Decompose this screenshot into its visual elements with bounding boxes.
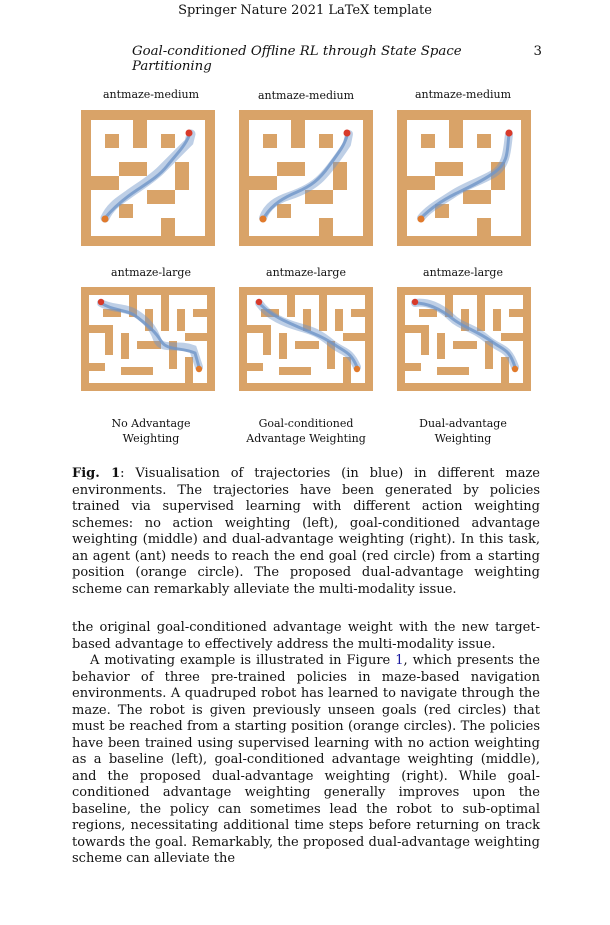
body-text bbox=[72, 620, 540, 868]
start-marker bbox=[418, 216, 425, 223]
paragraph: the original goal-conditioned advantage weight with the new target-based advantage to effectively address the multi-modality issue. bbox=[72, 620, 540, 652]
caption-text: : Visualisation of trajectories (in blue) in different maze environments. The trajectories have been generated by policies trained via supervised learning with different action weighting schemes: no action weighting (left), goal-conditioned advantage weighting (middle) and dual-advantage weighting (right). In this task, an agent (ant) needs to reach the end goal (red circle) from a starting position (orange circle). The proposed dual-advantage weighting scheme can remarkably alleviate the multi-modality issue. bbox=[72, 466, 540, 597]
maze-medium-dual-advantage bbox=[397, 110, 531, 246]
label-line: Goal-conditioned bbox=[258, 417, 354, 430]
paragraph bbox=[72, 653, 540, 868]
label-line: Weighting bbox=[434, 432, 492, 445]
caption-label: Fig. 1 bbox=[72, 466, 121, 481]
goal-marker bbox=[412, 299, 418, 305]
column-label-dual-advantage bbox=[388, 416, 538, 446]
panel-title: antmaze-medium bbox=[102, 88, 200, 101]
goal-marker bbox=[344, 130, 351, 137]
maze-large-goal-conditioned bbox=[239, 287, 373, 391]
panel-title: antmaze-large bbox=[266, 266, 346, 279]
paragraph-text: , which presents the behavior of three pre-trained policies in maze-based navigation environments. A quadruped robot has learned to navigate through the maze. The robot is given previously unseen goals (red circles) that must be reached from a starting position (orange circles). The policies have been trained using supervised learning with no action weighting as a baseline (left), goal-conditioned advantage weighting (middle), and the proposed dual-advantage weighting (right). While goal-conditioned advantage weighting generally improves upon the baseline, the policy can sometimes lead the robot to sub-optimal regions, necessitating additional time steps before returning on track towards the goal. Remarkably, the proposed dual-advantage weighting scheme can alleviate the bbox=[72, 653, 540, 866]
goal-marker bbox=[98, 299, 104, 305]
label-line: Dual-advantage bbox=[419, 417, 507, 430]
paper-title: Goal-conditioned Offline RL through State Space Partitioning bbox=[132, 44, 462, 74]
panel-title: antmaze-large bbox=[111, 266, 191, 279]
maze-large-dual-advantage bbox=[397, 287, 531, 391]
start-marker bbox=[512, 366, 518, 372]
start-marker bbox=[196, 366, 202, 372]
start-marker bbox=[260, 216, 267, 223]
page-header bbox=[132, 44, 542, 74]
label-line: Weighting bbox=[122, 432, 180, 445]
figure-caption bbox=[72, 466, 540, 598]
goal-marker bbox=[256, 299, 262, 305]
panel-title: antmaze-large bbox=[423, 266, 503, 279]
start-marker bbox=[102, 216, 109, 223]
paragraph-text: A motivating example is illustrated in Figure bbox=[90, 653, 396, 668]
label-line: Advantage Weighting bbox=[246, 432, 366, 445]
panel-title: antmaze-medium bbox=[257, 89, 355, 102]
label-line: No Advantage bbox=[111, 417, 191, 430]
running-head: Springer Nature 2021 LaTeX template bbox=[178, 3, 432, 18]
figure-reference-link[interactable]: 1 bbox=[395, 653, 404, 668]
goal-marker bbox=[506, 130, 513, 137]
maze-medium-goal-conditioned bbox=[239, 110, 373, 246]
start-marker bbox=[354, 366, 360, 372]
column-label-no-advantage bbox=[76, 416, 226, 446]
goal-marker bbox=[186, 130, 193, 137]
maze-large-no-weighting bbox=[81, 287, 215, 391]
page-number: 3 bbox=[533, 44, 542, 59]
maze-medium-no-weighting bbox=[81, 110, 215, 246]
panel-title: antmaze-medium bbox=[414, 88, 512, 101]
column-label-goal-conditioned bbox=[231, 416, 381, 446]
